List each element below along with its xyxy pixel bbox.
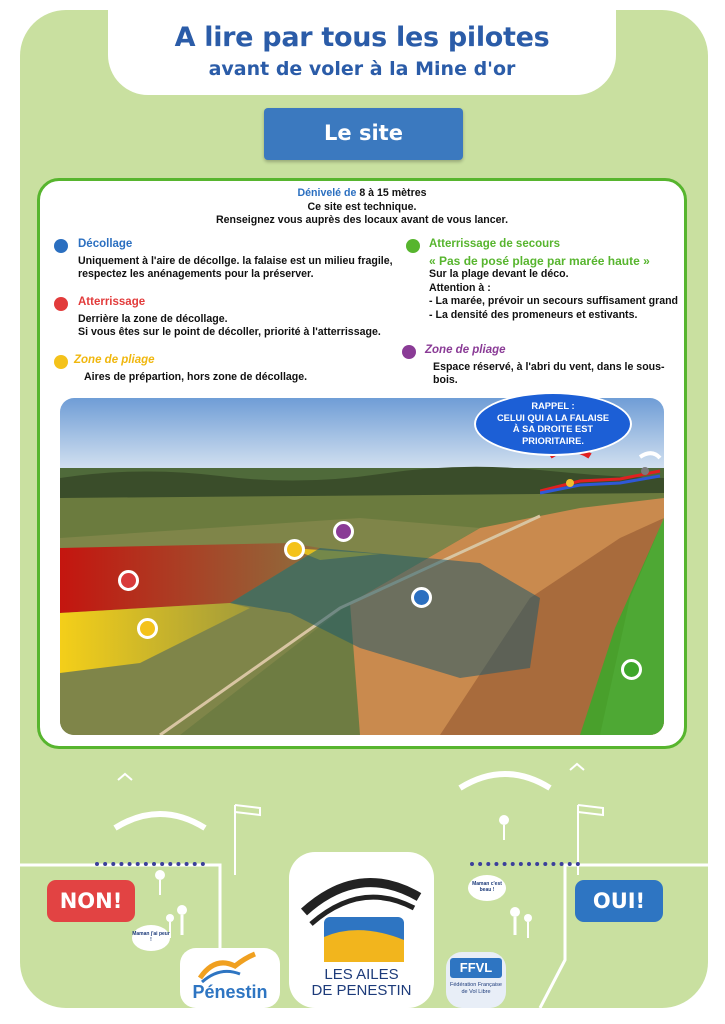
speech-bubble-right: Maman c'est beau ! [468,875,506,901]
marker-pliage-violet [333,521,354,542]
zone-pliage-jaune-title: Zone de pliage [74,354,155,366]
logo-ffvl-subtext: Fédération Française de Vol Libre [450,982,502,995]
penestin-wave-icon [180,948,280,984]
decollage-dot-icon [54,239,68,253]
logo-ffvl-text: FFVL [450,958,502,978]
marker-pliage-jaune-2 [284,539,305,560]
marker-secours [621,659,642,680]
speech-bubble-left: Maman j'ai peur ! [132,925,170,951]
rappel-speech-bubble [474,392,632,456]
zone-secours-bullet-1: - La marée, prévoir un secours suffisament grand [429,295,679,307]
intro-line-technique: Ce site est technique. [307,200,417,213]
page-title: A lire par tous les pilotes [174,22,550,53]
intro-text [40,187,684,228]
marker-decollage [411,587,432,608]
ailes-paraglider-logo-icon [289,852,434,962]
oui-badge: OUI! [575,880,663,922]
dotted-wind-line-left [95,862,205,866]
zone-pliage-jaune-text: Aires de prépartion, hors zone de décollage. [84,370,308,383]
zone-decollage [78,238,408,282]
section-le-site-button[interactable]: Le site [264,108,463,160]
zone-atterrissage-text-1: Derrière la zone de décollage. [78,312,228,325]
pliage-violet-dot-icon [402,345,416,359]
zone-pliage-violet-text: Espace réservé, à l'abri du vent, dans le sous-bois. [433,360,665,386]
zone-pliage-jaune [74,354,404,384]
zone-secours-text-2: Attention à : [429,281,491,294]
zone-secours-text-1: Sur la plage devant le déco. [429,268,569,280]
zone-atterrissage-text-2: Si vous êtes sur le point de décoller, priorité à l'atterrissage. [78,326,381,338]
zone-decollage-text-2: respectez les anénagements pour la préserver. [78,268,314,280]
zone-secours-bullet-2: - La densité des promeneurs et estivants. [429,308,638,321]
marker-atterrissage [118,570,139,591]
logo-ailes-line-2: DE PENESTIN [311,982,412,999]
rappel-line-3: À SA DROITE EST [512,424,594,434]
denivele-label: Dénivelé de [297,187,357,199]
zone-decollage-text-1: Uniquement à l'aire de décollge. la falaise est un milieu fragile, [78,254,393,267]
non-badge: NON! [47,880,135,922]
dotted-wind-line-right [470,862,580,866]
zone-pliage-violet [425,344,675,388]
rappel-line-4: PRIORITAIRE. [522,435,584,446]
page-subtitle: avant de voler à la Mine d'or [208,58,516,80]
zone-decollage-title: Décollage [78,238,133,250]
logo-ffvl-card [446,952,506,1008]
title-banner [108,0,616,95]
logo-penestin-card [180,948,280,1008]
denivele-value: 8 à 15 mètres [359,187,427,199]
zone-atterrissage [78,296,408,340]
logo-ailes-card [289,852,434,1008]
secours-dot-icon [406,239,420,253]
zone-secours-quote: « Pas de posé plage par marée haute » [429,253,650,268]
intro-line-renseignez: Renseignez vous auprès des locaux avant de vous lancer. [215,214,509,226]
zone-secours-title: Atterrissage de secours [429,238,561,250]
logo-ailes-line-1: LES AILES [324,966,399,983]
logo-penestin-text: Pénestin [192,982,268,1002]
zone-secours [429,238,679,322]
marker-pliage-jaune-1 [137,618,158,639]
zone-pliage-violet-title: Zone de pliage [425,344,506,356]
rappel-line-2: CELUI QUI A LA FALAISE [496,412,610,423]
rappel-line-1: RAPPEL : [531,401,575,411]
atterrissage-dot-icon [54,297,68,311]
zone-atterrissage-title: Atterrissage [78,296,146,308]
pliage-yellow-dot-icon [54,355,68,369]
